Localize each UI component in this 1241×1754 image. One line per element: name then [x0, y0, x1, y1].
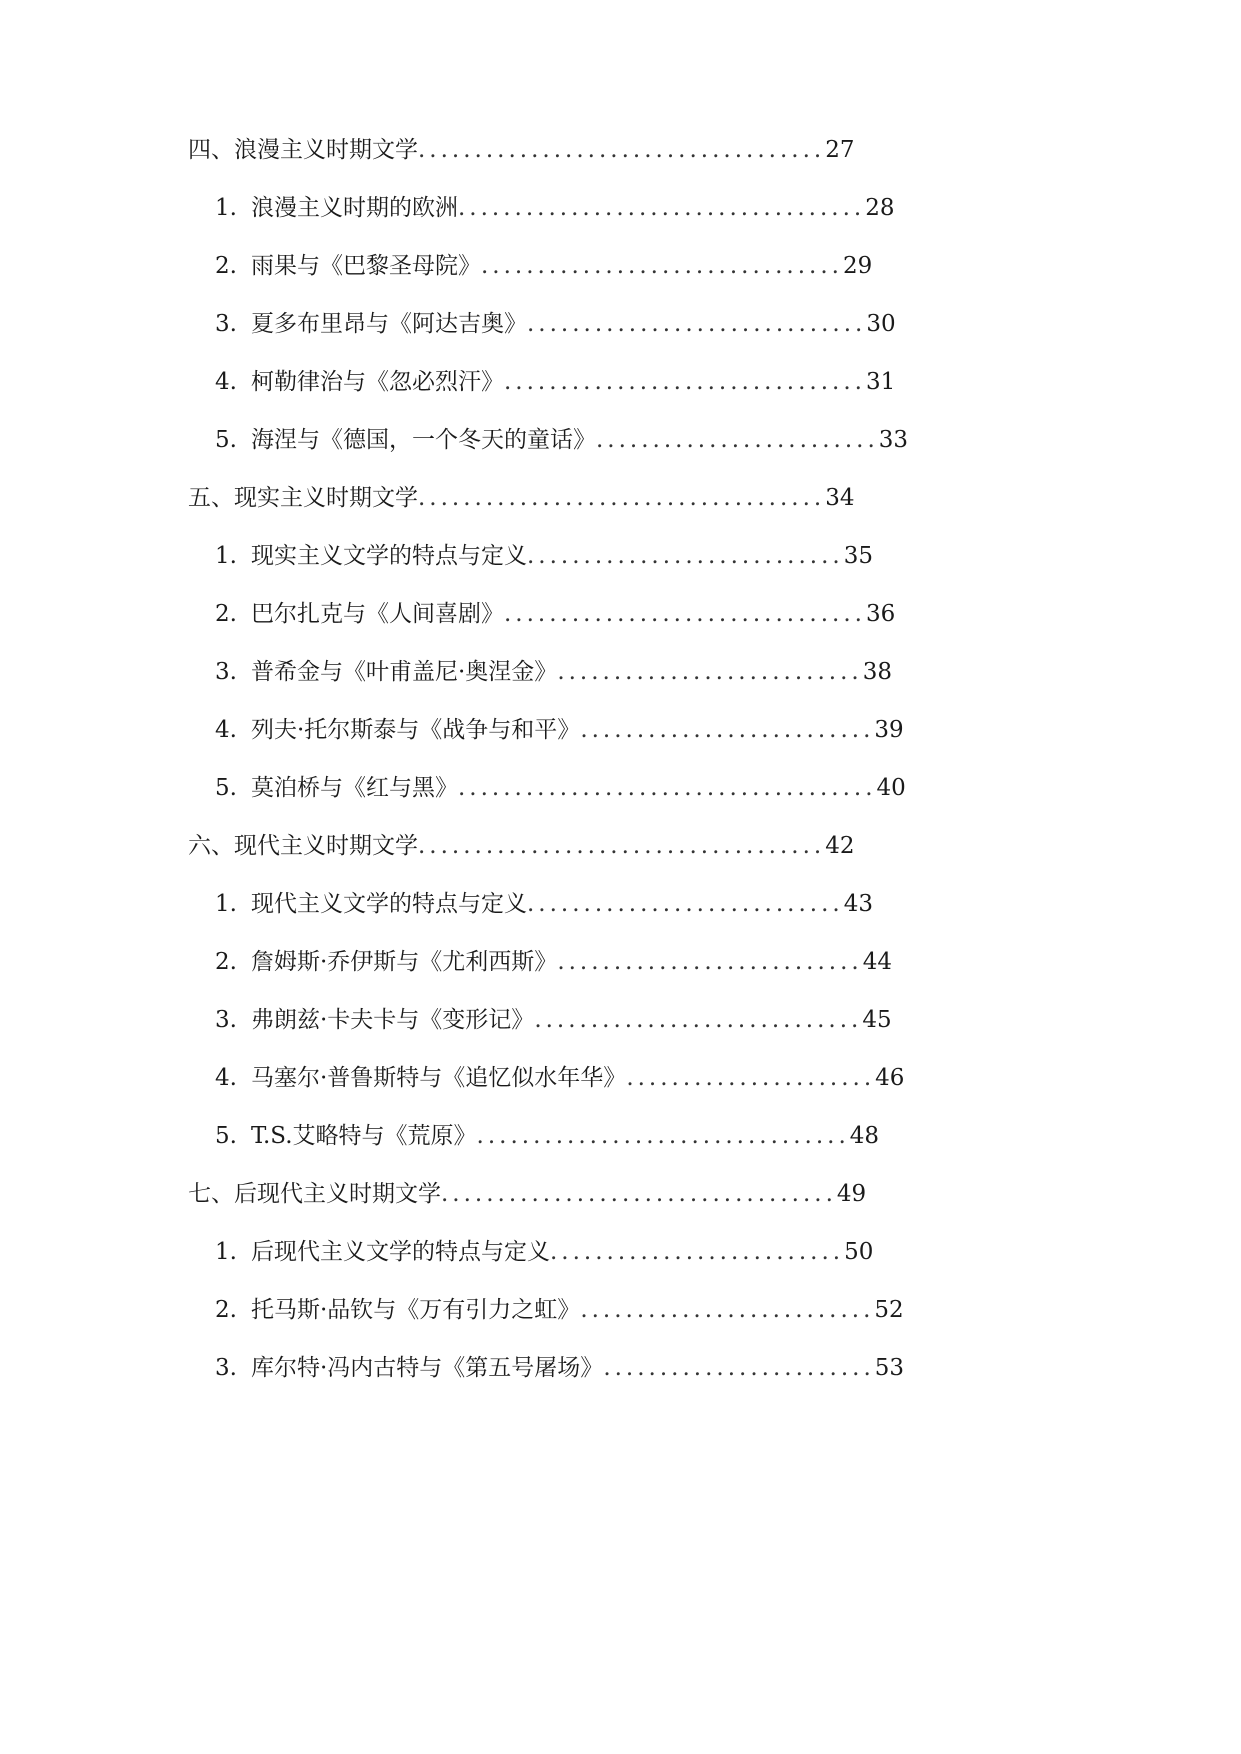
- toc-entry-number: 4.: [215, 369, 237, 395]
- toc-entry-title: 库尔特·冯内古特与《第五号屠场》: [251, 1355, 604, 1381]
- toc-leader-dots: .........................: [596, 427, 879, 453]
- toc-leader-dots: ............................: [527, 891, 844, 917]
- toc-page-number: 38: [862, 659, 892, 685]
- toc-entry-number: 5.: [215, 1123, 237, 1149]
- toc-entry-number: 2.: [215, 601, 237, 627]
- toc-entry-title: 五、现实主义时期文学: [188, 485, 418, 511]
- toc-page-number: 34: [825, 485, 855, 511]
- toc-page-number: 36: [865, 601, 896, 627]
- toc-page-number: 46: [875, 1065, 905, 1091]
- toc-page-number: 44: [862, 949, 892, 975]
- toc-leader-dots: ...........................: [557, 659, 863, 685]
- toc-leader-dots: ..............................: [527, 311, 867, 337]
- toc-section-5-2[interactable]: [215, 592, 985, 636]
- toc-leader-dots: ....................................: [418, 137, 826, 163]
- toc-section-6-3[interactable]: [215, 998, 985, 1042]
- toc-leader-dots: ................................: [504, 369, 866, 395]
- toc-section-5-1[interactable]: [215, 534, 985, 578]
- toc-section-6-1[interactable]: [215, 882, 985, 926]
- toc-section-6-2[interactable]: [215, 940, 985, 984]
- toc-page-number: 52: [874, 1297, 904, 1323]
- toc-leader-dots: ..........................: [580, 717, 875, 743]
- toc-entry-number: 5.: [215, 427, 237, 453]
- toc-leader-dots: ..........................: [580, 1297, 875, 1323]
- toc-entry-number: 3.: [215, 311, 237, 337]
- toc-entry-title: 七、后现代主义时期文学: [188, 1181, 441, 1207]
- toc-leader-dots: ......................: [626, 1065, 876, 1091]
- toc-leader-dots: .............................: [534, 1007, 863, 1033]
- toc-entry-title: 巴尔扎克与《人间喜剧》: [251, 601, 504, 627]
- toc-entry-number: 2.: [215, 253, 237, 279]
- toc-leader-dots: ....................................: [418, 485, 826, 511]
- toc-chapter-6[interactable]: [188, 824, 958, 868]
- toc-chapter-4[interactable]: [188, 128, 958, 172]
- toc-entry-title: 托马斯·品钦与《万有引力之虹》: [251, 1297, 581, 1323]
- toc-entry-number: 1.: [215, 891, 237, 917]
- toc-entry-number: 3.: [215, 1355, 237, 1381]
- toc-page-number: 31: [865, 369, 896, 395]
- toc-entry-title: 詹姆斯·乔伊斯与《尤利西斯》: [251, 949, 558, 975]
- toc-page-number: 49: [836, 1181, 867, 1207]
- toc-section-6-4[interactable]: [215, 1056, 985, 1100]
- toc-entry-title: 柯勒律治与《忽必烈汗》: [251, 369, 504, 395]
- toc-entry-number: 2.: [215, 949, 237, 975]
- toc-page-number: 35: [843, 543, 873, 569]
- toc-section-7-3[interactable]: [215, 1346, 985, 1390]
- toc-page-number: 30: [866, 311, 896, 337]
- toc-entry-number: 4.: [215, 717, 237, 743]
- toc-leader-dots: ................................: [504, 601, 866, 627]
- toc-leader-dots: ...................................: [441, 1181, 837, 1207]
- toc-page-number: 29: [842, 253, 873, 279]
- toc-leader-dots: ..........................: [550, 1239, 845, 1265]
- toc-section-5-5[interactable]: [215, 766, 985, 810]
- toc-entry-title: 四、浪漫主义时期文学: [188, 137, 418, 163]
- toc-leader-dots: ...........................: [557, 949, 863, 975]
- toc-leader-dots: ........................: [603, 1355, 875, 1381]
- toc-section-4-5[interactable]: [215, 418, 985, 462]
- toc-entry-number: 1.: [215, 195, 237, 221]
- toc-entry-title: 现代主义文学的特点与定义: [251, 891, 527, 917]
- toc-section-4-3[interactable]: [215, 302, 985, 346]
- toc-page-number: 50: [844, 1239, 874, 1265]
- toc-entry-number: 3.: [215, 1007, 237, 1033]
- toc-section-5-4[interactable]: [215, 708, 985, 752]
- toc-entry-title: 现实主义文学的特点与定义: [251, 543, 527, 569]
- toc-entry-title: 弗朗兹·卡夫卡与《变形记》: [251, 1007, 535, 1033]
- toc-chapter-7[interactable]: [188, 1172, 958, 1216]
- toc-leader-dots: .....................................: [458, 775, 877, 801]
- toc-entry-number: 1.: [215, 543, 237, 569]
- toc-page-number: 53: [874, 1355, 905, 1381]
- toc-page-number: 27: [825, 137, 855, 163]
- toc-entry-title: 夏多布里昂与《阿达吉奥》: [251, 311, 527, 337]
- toc-entry-title: 六、现代主义时期文学: [188, 833, 418, 859]
- toc-entry-title: 浪漫主义时期的欧洲: [251, 195, 458, 221]
- toc-entry-number: 1.: [215, 1239, 237, 1265]
- toc-page-number: 40: [876, 775, 906, 801]
- toc-entry-number: 4.: [215, 1065, 237, 1091]
- toc-section-6-5[interactable]: [215, 1114, 985, 1158]
- toc-entry-title: 海涅与《德国，一个冬天的童话》: [251, 427, 596, 453]
- toc-section-7-2[interactable]: [215, 1288, 985, 1332]
- toc-entry-title: 雨果与《巴黎圣母院》: [251, 253, 481, 279]
- toc-leader-dots: ....................................: [458, 195, 866, 221]
- toc-entry-title: T.S.艾略特与《荒原》: [251, 1123, 477, 1149]
- toc-entry-title: 后现代主义文学的特点与定义: [251, 1239, 550, 1265]
- toc-page-number: 39: [874, 717, 904, 743]
- toc-entry-title: 列夫·托尔斯泰与《战争与和平》: [251, 717, 581, 743]
- toc-page-number: 48: [849, 1123, 880, 1149]
- toc-entry-number: 2.: [215, 1297, 237, 1323]
- toc-page-number: 28: [865, 195, 895, 221]
- toc-section-4-1[interactable]: [215, 186, 985, 230]
- toc-entry-title: 莫泊桥与《红与黑》: [251, 775, 458, 801]
- toc-leader-dots: ................................: [481, 253, 843, 279]
- toc-section-4-2[interactable]: [215, 244, 985, 288]
- toc-section-7-1[interactable]: [215, 1230, 985, 1274]
- toc-page-number: 33: [878, 427, 909, 453]
- toc-page-number: 45: [862, 1007, 892, 1033]
- toc-entry-title: 马塞尔·普鲁斯特与《追忆似水年华》: [251, 1065, 627, 1091]
- toc-leader-dots: .................................: [476, 1123, 850, 1149]
- toc-page-number: 42: [825, 833, 855, 859]
- toc-leader-dots: ....................................: [418, 833, 826, 859]
- toc-page-number: 43: [843, 891, 873, 917]
- toc-section-5-3[interactable]: [215, 650, 985, 694]
- toc-leader-dots: ............................: [527, 543, 844, 569]
- toc-entry-number: 5.: [215, 775, 237, 801]
- toc-entry-title: 普希金与《叶甫盖尼·奥涅金》: [251, 659, 558, 685]
- toc-section-4-4[interactable]: [215, 360, 985, 404]
- toc-chapter-5[interactable]: [188, 476, 958, 520]
- toc-entry-number: 3.: [215, 659, 237, 685]
